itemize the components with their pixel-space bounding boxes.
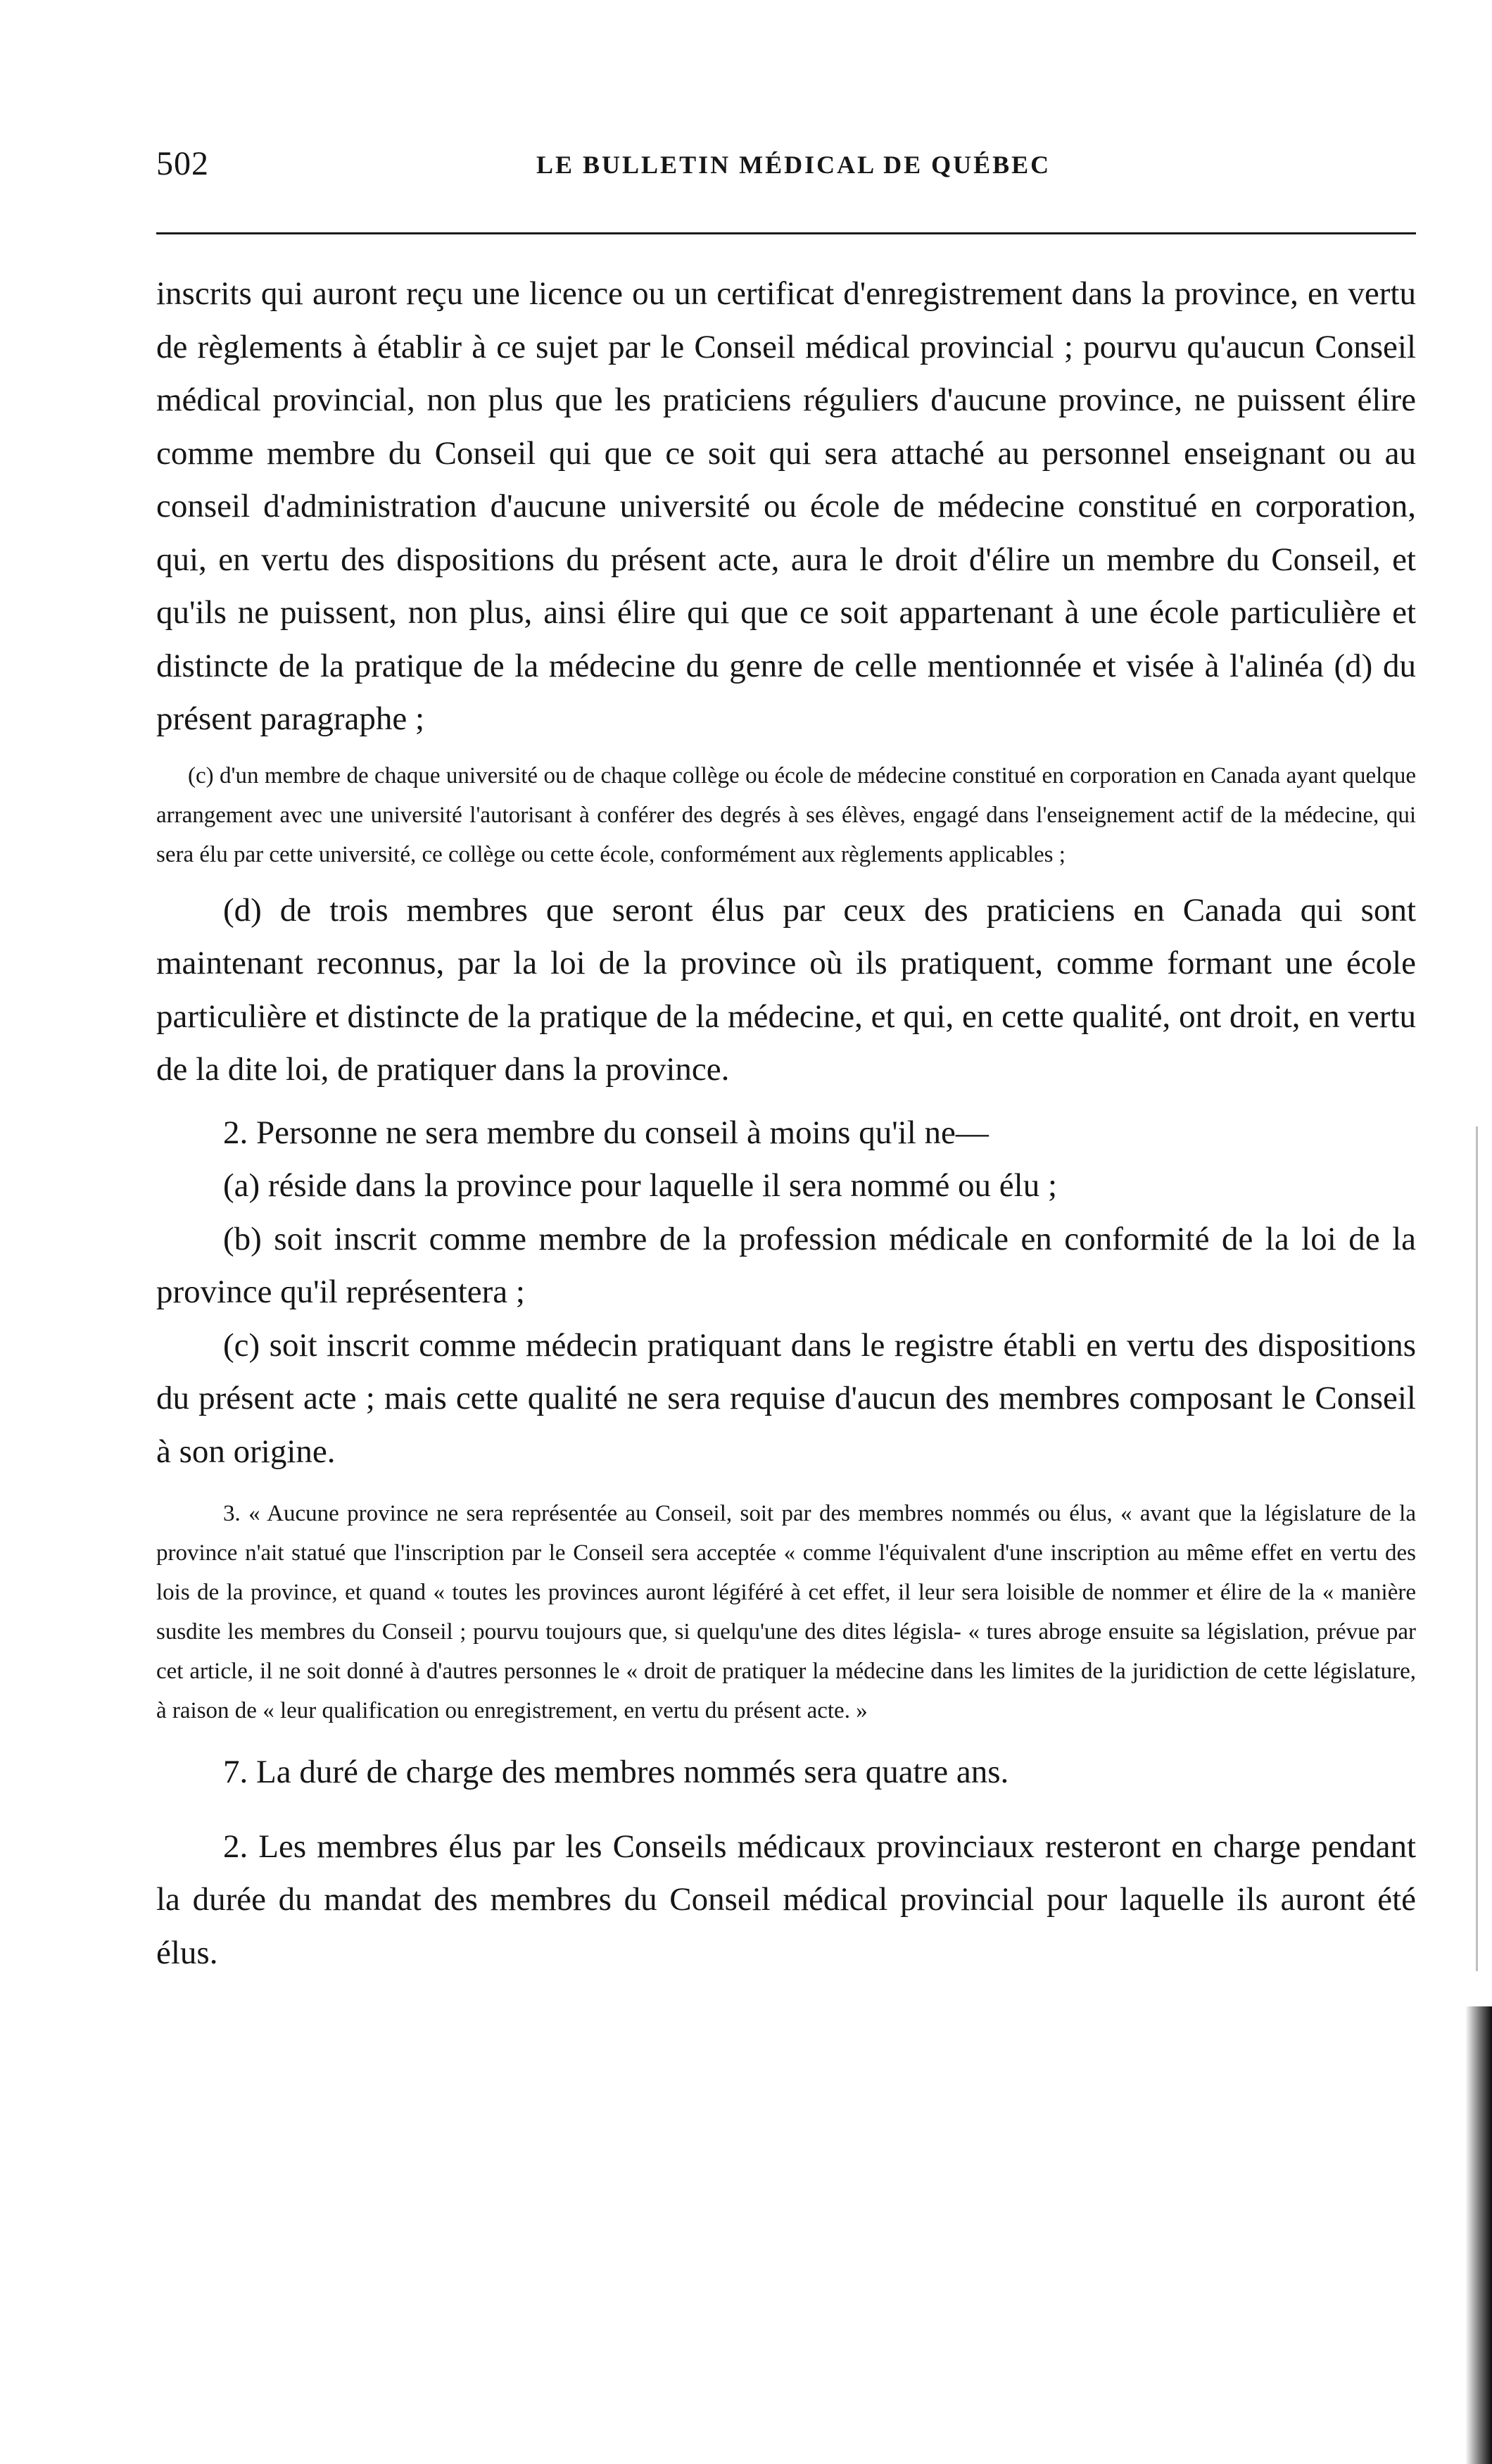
paragraph-clause-b: (b) soit inscrit comme membre de la profession médicale en conformité de la loi de la province qu'il représentera ; bbox=[156, 1220, 1416, 1310]
paragraph-section-2: 2. Personne ne sera membre du conseil à moins qu'il ne— bbox=[223, 1114, 989, 1151]
page-number: 502 bbox=[156, 145, 209, 182]
header-rule bbox=[156, 232, 1416, 234]
paragraph-clause-c-registry: (c) soit inscrit comme médecin pratiquant dans le registre établi en vertu des dispositions du présent acte ; mais cette qualité ne sera requise d'aucun des membres composant le Conseil à son origine. bbox=[156, 1326, 1416, 1470]
paragraph-section-7: 7. La duré de charge des membres nommés sera quatre ans. bbox=[223, 1754, 1009, 1790]
running-title: LE BULLETIN MÉDICAL DE QUÉBEC bbox=[536, 151, 1051, 179]
paragraph-clause-c: (c) d'un membre de chaque université ou de chaque collège ou école de médecine constitué en corporation en Canada ayant quelque arrangement avec une université l'autorisant à conférer des degrés à ses élèves, engagé dans l'enseignement actif de la médecine, qui sera élu par cette université, ce collège ou cette école, conformément aux règlements applicables ; bbox=[156, 762, 1416, 867]
binding-shadow-line bbox=[1476, 1126, 1478, 1971]
paragraph-quoted-section-3: 3. « Aucune province ne sera représentée au Conseil, soit par des membres nommés ou élus, « avant que la législature de la province n'ait statué que l'inscription par le Conseil sera acceptée « comme l'équivalent d'une inscription au même effet en vertu des lois de la province, et quand « toutes les provinces auront légiféré à cet effet, il leur sera loisible de nommer et élire de la « manière susdite les membres du Conseil ; pourvu toujours que, si quelqu'une des dites législa- « tures abroge ensuite sa législation, prévue par cet article, il ne soit donné à d'autres personnes le « droit de pratiquer la médecine dans les limites de la juridiction de cette législature, à raison de « leur qualification ou enregistrement, en vertu du présent acte. » bbox=[156, 1501, 1416, 1723]
paragraph-clause-a: (a) réside dans la province pour laquelle il sera nommé ou élu ; bbox=[223, 1167, 1058, 1204]
paragraph-clause-d: (d) de trois membres que seront élus par ceux des praticiens en Canada qui sont maintenant reconnus, par la loi de la province où ils pratiquent, comme formant une école particulière et distincte de la pratique de la médecine, et qui, en cette qualité, ont droit, en vertu de la dite loi, de pratiquer dans la province. bbox=[156, 891, 1416, 1088]
page-header bbox=[156, 144, 1416, 187]
body-text bbox=[156, 268, 1416, 1980]
paragraph-continuation: inscrits qui auront reçu une licence ou un certificat d'enregistrement dans la province, en vertu de règlements à établir à ce sujet par le Conseil médical provincial ; pourvu qu'aucun Conseil médical provincial, non plus que les praticiens réguliers d'aucune province, ne puissent élire comme membre du Conseil qui que ce soit qui sera attaché au personnel enseignant ou au conseil d'administration d'aucune université ou école de médecine constitué en corporation, qui, en vertu des dispositions du présent acte, aura le droit d'élire un membre du Conseil, et qu'ils ne puissent, non plus, ainsi élire qui que ce soit appartenant à une école particulière et distincte de la pratique de la médecine du genre de celle mentionnée et visée à l'alinéa (d) du présent paragraphe ; bbox=[156, 275, 1416, 737]
paragraph-section-7-2: 2. Les membres élus par les Conseils médicaux provinciaux resteront en charge pendant la durée du mandat des membres du Conseil médical provincial pour laquelle ils auront été élus. bbox=[156, 1828, 1416, 1971]
binding-shadow bbox=[1465, 2006, 1492, 2464]
